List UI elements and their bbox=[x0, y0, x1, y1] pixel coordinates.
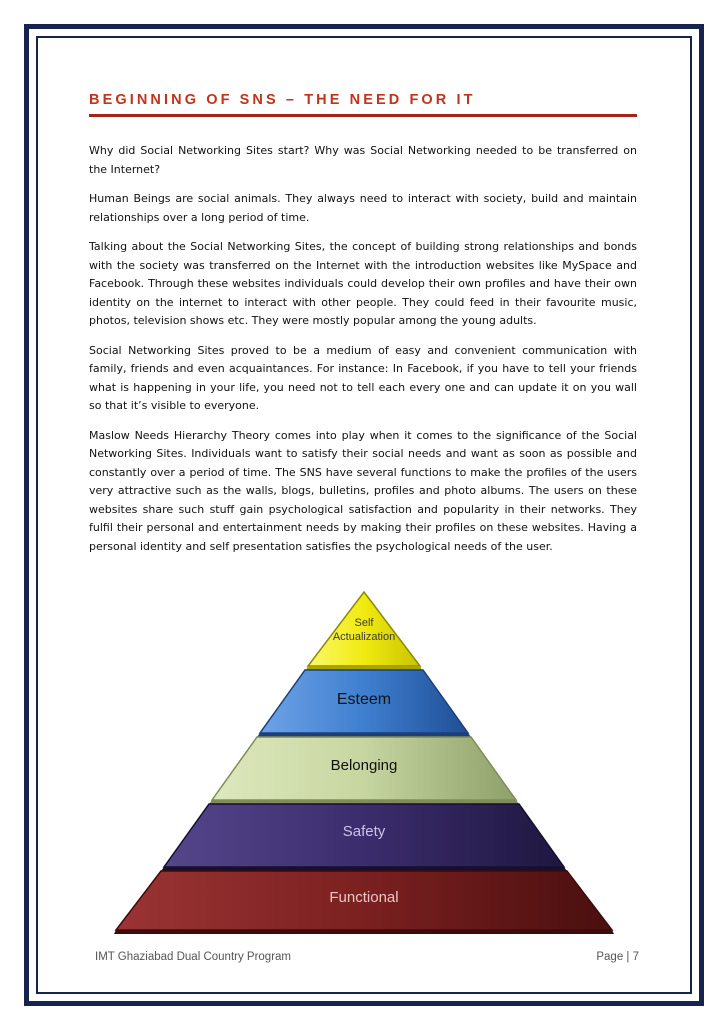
pyramid-level-self-actualization bbox=[306, 592, 422, 670]
pyramid-label-esteem: Esteem bbox=[336, 691, 392, 708]
pyramid-label-functional: Functional bbox=[329, 889, 399, 906]
paragraph: Maslow Needs Hierarchy Theory comes into play when it comes to the significance of the Social Networking Sites. Individuals want to satisfy their social needs and want as soon as possible and constantly over a period of time. The SNS have several functions to make the profiles of the users very attractive such as the walls, blogs, bulletins, profiles and photo albums. The users on these websites share such stuff gain psychological satisfaction and popularity in their networks. They fulfil their personal and entertainment needs by making their profiles on these websites. Having a personal identity and self presentation satisfies the psychological needs of the user. bbox=[89, 428, 637, 553]
body-text bbox=[89, 142, 637, 567]
paragraph: Why did Social Networking Sites start? Why was Social Networking needed to be transferred on the Internet? bbox=[89, 144, 637, 176]
pyramid-level-esteem bbox=[257, 670, 471, 737]
heading-underline bbox=[89, 114, 637, 117]
section-heading: BEGINNING OF SNS – THE NEED FOR IT bbox=[89, 92, 476, 108]
paragraph: Human Beings are social animals. They always need to interact with society, build and maintain relationships over a long period of time. bbox=[89, 192, 637, 224]
pyramid-label-actualization: Actualization bbox=[332, 631, 396, 643]
paragraph: Social Networking Sites proved to be a medium of easy and convenient communication with family, friends and even acquaintances. For instance: In Facebook, if you have to tell your friends what is happening in your life, you need not to tell each every one and can update it on you wall so that it’s visible to everyone. bbox=[89, 343, 637, 412]
maslow-pyramid-diagram bbox=[96, 590, 632, 940]
pyramid-label-belonging: Belonging bbox=[330, 757, 398, 774]
footer-program-name: IMT Ghaziabad Dual Country Program bbox=[95, 951, 292, 963]
pyramid-label-self: Self bbox=[354, 617, 374, 629]
pyramid-label-safety: Safety bbox=[342, 823, 386, 840]
footer-page-number: Page | 7 bbox=[596, 951, 639, 963]
pyramid-level-functional bbox=[114, 871, 614, 934]
pyramid-level-belonging bbox=[209, 737, 519, 804]
paragraph: Talking about the Social Networking Sites, the concept of building strong relationships and bonds with the society was transferred on the Internet with the introduction websites like MySpace and Facebook. Through these websites individuals could develop their own profiles and have their own identity on the internet to interact with other people. They could feed in their favourite music, photos, television shows etc. They were mostly popular among the young adults. bbox=[89, 240, 637, 327]
pyramid-level-safety bbox=[161, 804, 567, 871]
